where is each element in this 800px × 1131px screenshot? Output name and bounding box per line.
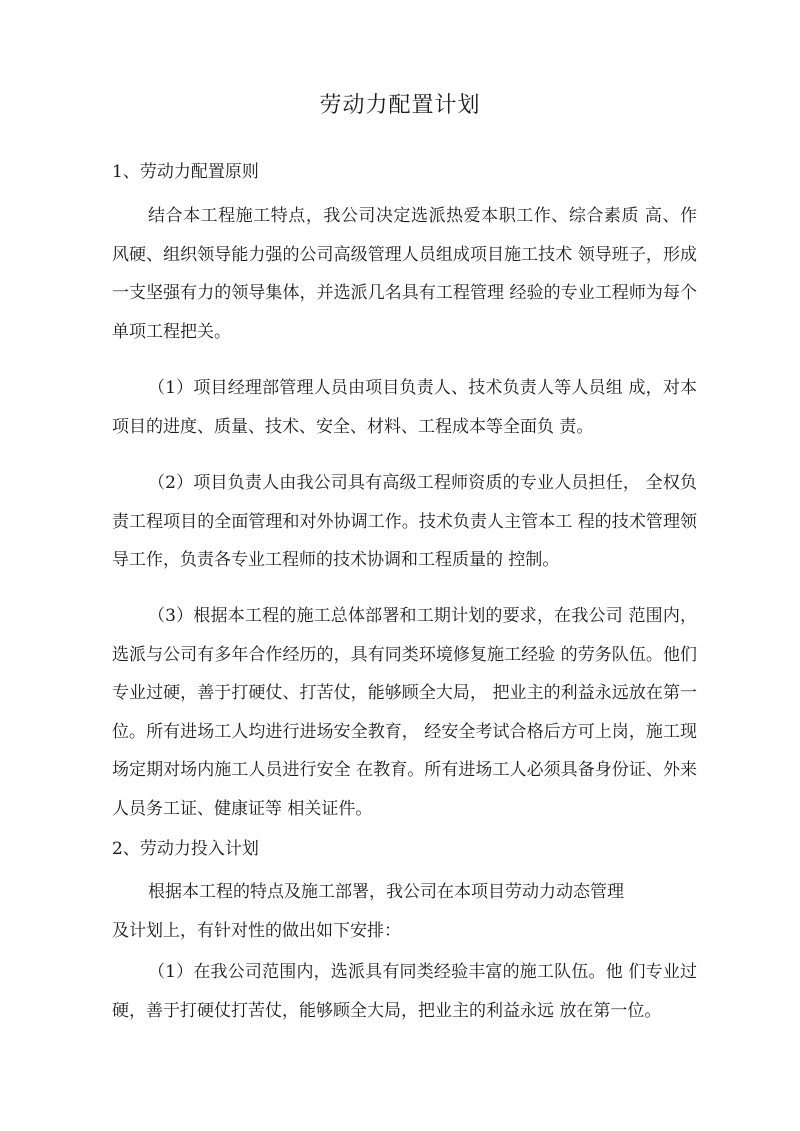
section-2-intro-line-1: 根据本工程的特点及施工部署，我公司在本项目劳动力动态管理 (148, 882, 624, 902)
section-2-paragraph-1: （1）在我公司范围内，选派具有同类经验丰富的施工队伍。他 们专业过硬，善于打硬仗打苦仗，能够顾全大局，把业主的利益永远 放在第一位。 (112, 962, 697, 1021)
section-1-paragraph-2: （1）项目经理部管理人员由项目负责人、技术负责人等人员组 成，对本项目的进度、质量、技术、安全、材料、工程成本等全面负 责。 (112, 378, 697, 437)
section-2-intro-line-2: 及计划上，有针对性的做出如下安排： (112, 921, 401, 941)
section-1-paragraph-3: （2）项目负责人由我公司具有高级工程师资质的专业人员担任， 全权负责工程项目的全面管理和对外协调工作。技术负责人主管本工 程的技术管理领导工作，负责各专业工程师的技术协调和工程质量的 控制。 (112, 473, 697, 570)
section-2-heading: 2、劳动力投入计划 (112, 839, 259, 859)
section-1-paragraph-4: （3）根据本工程的施工总体部署和工期计划的要求，在我公司 范围内，选派与公司有多年合作经历的，具有同类环境修复施工经验 的劳务队伍。他们专业过硬，善于打硬仗、打苦仗，能够顾全大局， 把业主的利益永远放在第一位。所有进场工人均进行进场安全教育， 经安全考试合格后方可上岗，施工现场定期对场内施工人员进行安全 在教育。所有进场工人必须具备身份证、外来人员务工证、健康证等 相关证件。 (112, 606, 697, 819)
section-1-heading: 1、劳动力配置原则 (112, 162, 259, 182)
page-title: 劳动力配置计划 (319, 93, 481, 118)
section-1-paragraph-1: 结合本工程施工特点，我公司决定选派热爱本职工作、综合素质 高、作风硬、组织领导能力强的公司高级管理人员组成项目施工技术 领导班子，形成一支坚强有力的领导集体，并选派几名具有工程管理 经验的专业工程师为每个单项工程把关。 (112, 206, 697, 342)
